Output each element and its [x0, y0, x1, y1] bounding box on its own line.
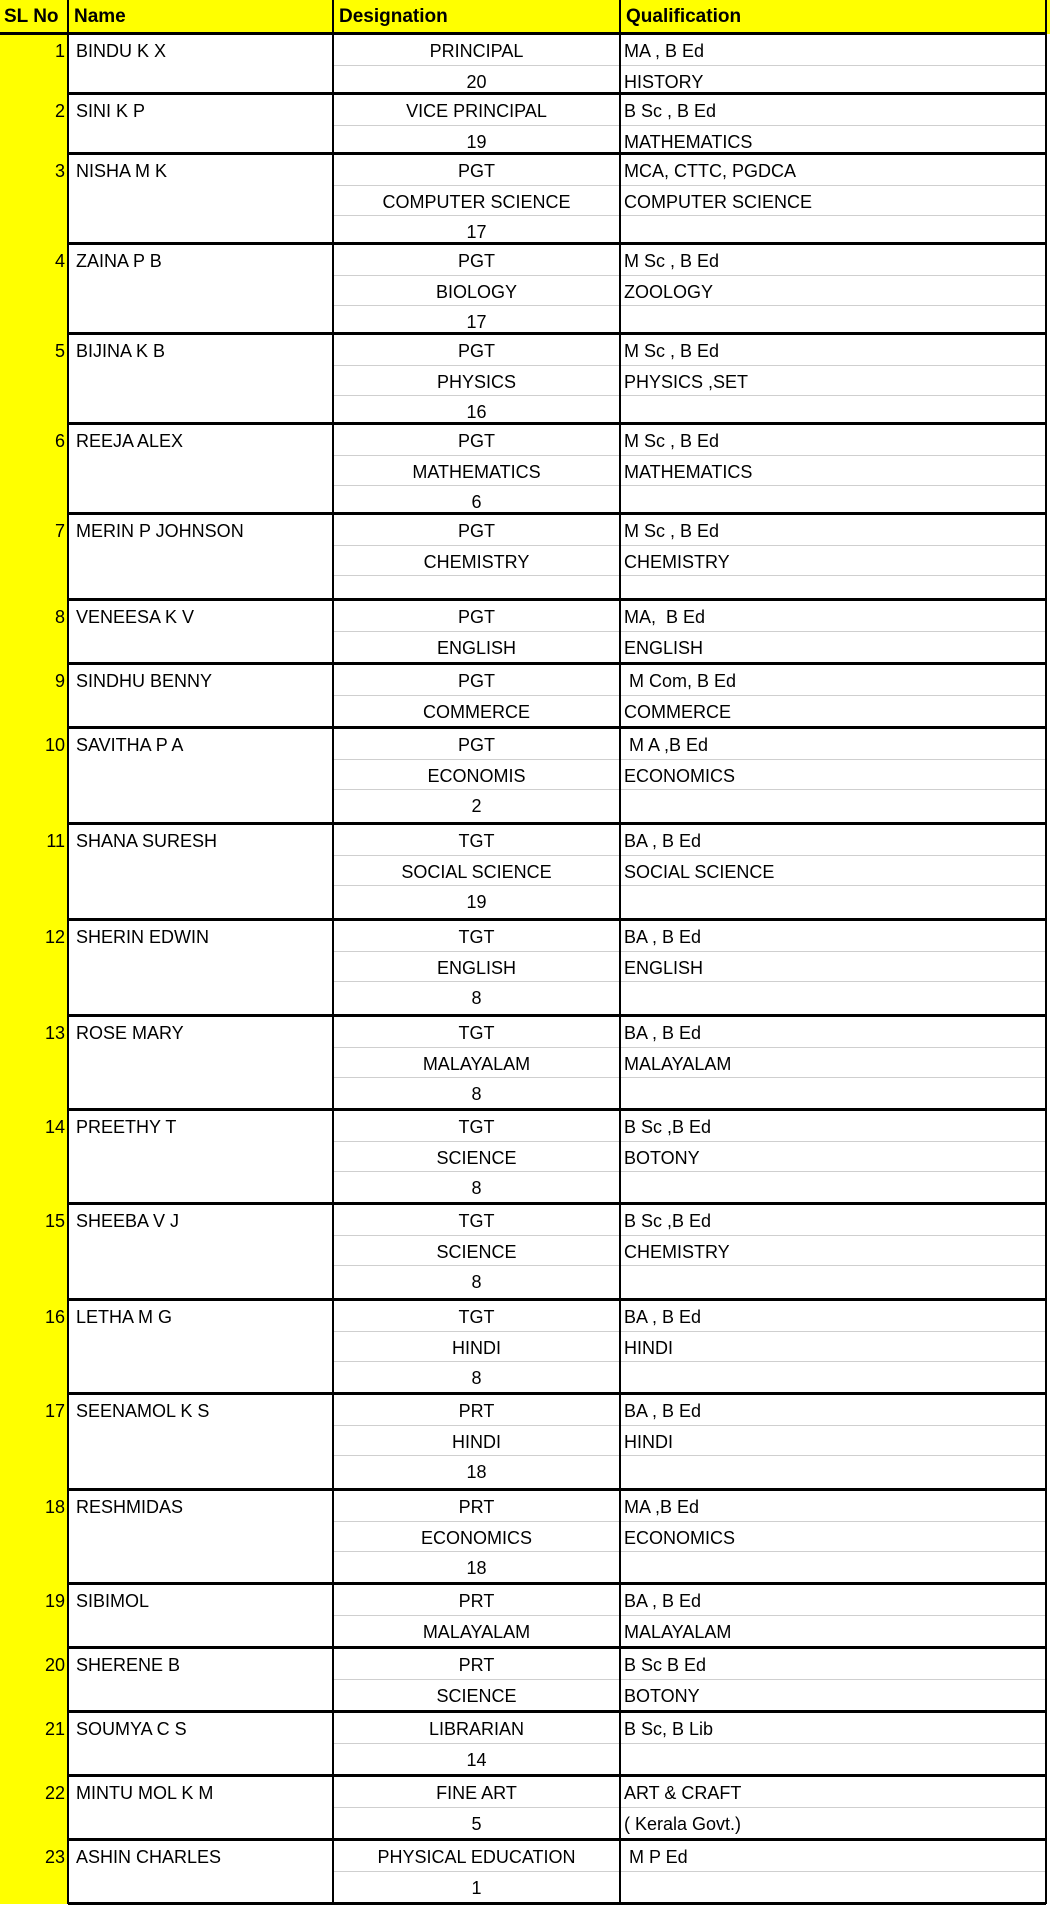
sl-number[interactable]: 23	[44, 1847, 65, 1867]
designation-line[interactable]: PHYSICAL EDUCATION	[377, 1847, 576, 1867]
designation-line[interactable]: TGT	[458, 831, 495, 851]
designation-line[interactable]: TGT	[458, 927, 495, 947]
row-border	[68, 152, 1046, 155]
inner-gridline	[333, 1871, 1046, 1872]
designation-line[interactable]: PGT	[457, 161, 495, 181]
designation-line[interactable]: FINE ART	[436, 1783, 517, 1803]
designation-line[interactable]: VICE PRINCIPAL	[406, 101, 547, 121]
designation-line[interactable]: SCIENCE	[436, 1147, 517, 1168]
designation-line[interactable]: MALAYALAM	[422, 1053, 531, 1074]
designation-line[interactable]: 20	[466, 71, 487, 92]
designation-line[interactable]: 16	[466, 402, 487, 422]
designation-line[interactable]: SOCIAL SCIENCE	[401, 861, 552, 882]
designation-line[interactable]: PRT	[458, 1401, 495, 1421]
inner-gridline	[333, 215, 1046, 216]
inner-gridline	[333, 1425, 1046, 1426]
staff-name[interactable]: SIBIMOL	[76, 1591, 150, 1611]
qualification-line[interactable]: ECONOMICS	[624, 765, 736, 786]
designation-line[interactable]: 8	[471, 1368, 482, 1388]
qualification-line[interactable]: BA , B Ed	[624, 1023, 702, 1043]
row-border	[68, 1582, 1046, 1585]
inner-gridline	[333, 275, 1046, 276]
sl-number[interactable]: 1	[54, 41, 65, 61]
qualification-line[interactable]: B Sc ,B Ed	[624, 1211, 712, 1231]
column-divider	[1045, 0, 1047, 1904]
sl-number[interactable]: 14	[44, 1117, 65, 1137]
staff-name[interactable]: RESHMIDAS	[76, 1497, 184, 1517]
qualification-line[interactable]: ( Kerala Govt.)	[624, 1813, 742, 1834]
designation-line[interactable]: PGT	[457, 735, 495, 755]
sl-number[interactable]: 7	[54, 521, 65, 541]
sl-number[interactable]: 8	[54, 607, 65, 627]
designation-line[interactable]: ECONOMICS	[420, 1527, 532, 1548]
inner-gridline	[333, 185, 1046, 186]
designation-line[interactable]: TGT	[458, 1211, 495, 1231]
sl-number[interactable]: 2	[54, 101, 65, 121]
staff-name[interactable]: SINI K P	[76, 101, 146, 121]
qualification-line[interactable]: M Sc , B Ed	[624, 521, 720, 541]
qualification-line[interactable]: HINDI	[624, 1337, 673, 1358]
qualification-line[interactable]: B Sc ,B Ed	[624, 1117, 712, 1137]
qualification-line[interactable]: MALAYALAM	[624, 1053, 732, 1074]
qualification-line[interactable]: BA , B Ed	[624, 831, 702, 851]
inner-gridline	[333, 1265, 1046, 1266]
qualification-line[interactable]: ART & CRAFT	[624, 1783, 742, 1803]
staff-name[interactable]: PREETHY T	[76, 1117, 177, 1137]
designation-line[interactable]: PGT	[457, 431, 495, 451]
staff-name[interactable]: SAVITHA P A	[76, 735, 184, 755]
qualification-line[interactable]: B Sc, B Lib	[624, 1719, 714, 1739]
header-designation[interactable]: Designation	[333, 0, 620, 34]
sl-number[interactable]: 16	[44, 1307, 65, 1327]
header-qualification[interactable]: Qualification	[620, 0, 1050, 34]
inner-gridline	[333, 981, 1046, 982]
qualification-line[interactable]: HISTORY	[624, 71, 704, 92]
designation-line[interactable]: PHYSICS	[436, 371, 517, 392]
inner-gridline	[333, 1047, 1046, 1048]
inner-gridline	[333, 65, 1046, 66]
row-border	[68, 332, 1046, 335]
designation-line[interactable]: HINDI	[452, 1431, 501, 1452]
qualification-line[interactable]: BOTONY	[624, 1685, 700, 1706]
sl-number[interactable]: 6	[54, 431, 65, 451]
sl-number[interactable]: 3	[54, 161, 65, 181]
staff-name[interactable]: SHANA SURESH	[76, 831, 218, 851]
row-border	[68, 242, 1046, 245]
qualification-line[interactable]: M A ,B Ed	[624, 735, 709, 755]
qualification-line[interactable]: COMPUTER SCIENCE	[624, 191, 813, 212]
designation-line[interactable]: PGT	[457, 521, 495, 541]
inner-gridline	[333, 1679, 1046, 1680]
inner-gridline	[333, 365, 1046, 366]
inner-gridline	[333, 1807, 1046, 1808]
sl-number[interactable]: 15	[44, 1211, 65, 1231]
staff-name[interactable]: ASHIN CHARLES	[76, 1847, 222, 1867]
sl-number[interactable]: 21	[44, 1719, 65, 1739]
sl-number[interactable]: 20	[44, 1655, 65, 1675]
qualification-line[interactable]: ENGLISH	[624, 637, 704, 658]
qualification-line[interactable]: B Sc , B Ed	[624, 101, 717, 121]
qualification-line[interactable]: B Sc B Ed	[624, 1655, 707, 1675]
designation-line[interactable]: 19	[466, 131, 487, 152]
designation-line[interactable]: 1	[471, 1877, 482, 1898]
row-border	[68, 1710, 1046, 1713]
designation-line[interactable]: PGT	[457, 671, 495, 691]
qualification-line[interactable]: M Sc , B Ed	[624, 251, 720, 271]
designation-line[interactable]: 8	[471, 988, 482, 1008]
inner-gridline	[333, 485, 1046, 486]
inner-gridline	[333, 1551, 1046, 1552]
designation-line[interactable]: HINDI	[452, 1337, 501, 1358]
designation-line[interactable]: ECONOMIS	[427, 765, 526, 786]
staff-name[interactable]: MERIN P JOHNSON	[76, 521, 244, 541]
sl-number[interactable]: 10	[44, 735, 65, 755]
staff-name[interactable]: SHERENE B	[76, 1655, 181, 1675]
designation-line[interactable]: 18	[466, 1462, 487, 1482]
inner-gridline	[333, 759, 1046, 760]
staff-name[interactable]: SINDHU BENNY	[76, 671, 213, 691]
sl-number[interactable]: 19	[44, 1591, 65, 1611]
inner-gridline	[333, 1455, 1046, 1456]
staff-name[interactable]: MINTU MOL K M	[76, 1783, 214, 1803]
inner-gridline	[333, 1331, 1046, 1332]
inner-gridline	[333, 1521, 1046, 1522]
inner-gridline	[333, 1077, 1046, 1078]
qualification-line[interactable]: SOCIAL SCIENCE	[624, 861, 775, 882]
designation-line[interactable]: 6	[471, 492, 482, 512]
sl-number[interactable]: 5	[54, 341, 65, 361]
row-border	[68, 662, 1046, 665]
staff-name[interactable]: SOUMYA C S	[76, 1719, 187, 1739]
qualification-line[interactable]: BOTONY	[624, 1147, 700, 1168]
designation-line[interactable]: COMPUTER SCIENCE	[382, 191, 571, 212]
designation-line[interactable]: PRT	[458, 1591, 495, 1611]
row-border	[68, 1202, 1046, 1205]
qualification-line[interactable]: COMMERCE	[624, 701, 731, 722]
inner-gridline	[333, 575, 1046, 576]
qualification-line[interactable]: ZOOLOGY	[624, 281, 714, 302]
designation-line[interactable]: 5	[471, 1813, 482, 1834]
designation-line[interactable]: ENGLISH	[436, 957, 517, 978]
designation-line[interactable]: SCIENCE	[436, 1241, 517, 1262]
designation-line[interactable]: 17	[466, 312, 487, 332]
staff-name[interactable]: SHERIN EDWIN	[76, 927, 210, 947]
designation-line[interactable]: PGT	[457, 251, 495, 271]
inner-gridline	[333, 1141, 1046, 1142]
header-name[interactable]: Name	[68, 0, 333, 34]
designation-line[interactable]: MALAYALAM	[422, 1621, 531, 1642]
sl-number[interactable]: 9	[54, 671, 65, 691]
inner-gridline	[333, 305, 1046, 306]
designation-line[interactable]: PRT	[458, 1497, 495, 1517]
designation-line[interactable]: TGT	[458, 1023, 495, 1043]
staff-name[interactable]: ZAINA P B	[76, 251, 162, 271]
inner-gridline	[333, 1615, 1046, 1616]
qualification-line[interactable]: M Sc , B Ed	[624, 341, 720, 361]
row-border	[68, 1298, 1046, 1301]
inner-gridline	[333, 1743, 1046, 1744]
qualification-line[interactable]: MA, B Ed	[624, 607, 706, 627]
designation-line[interactable]: PRINCIPAL	[429, 41, 524, 61]
inner-gridline	[333, 545, 1046, 546]
qualification-line[interactable]: ENGLISH	[624, 957, 704, 978]
row-border	[68, 1392, 1046, 1395]
staff-name[interactable]: SEENAMOL K S	[76, 1401, 210, 1421]
row-border	[68, 1488, 1046, 1491]
inner-gridline	[333, 1361, 1046, 1362]
staff-name[interactable]: REEJA ALEX	[76, 431, 184, 451]
designation-line[interactable]: SCIENCE	[436, 1685, 517, 1706]
inner-gridline	[333, 885, 1046, 886]
qualification-line[interactable]: BA , B Ed	[624, 1401, 702, 1421]
sl-number[interactable]: 4	[54, 251, 65, 271]
row-border	[68, 512, 1046, 515]
staff-name[interactable]: SHEEBA V J	[76, 1211, 180, 1231]
qualification-line[interactable]: PHYSICS ,SET	[624, 371, 749, 392]
inner-gridline	[333, 789, 1046, 790]
row-border	[68, 822, 1046, 825]
designation-line[interactable]: PGT	[457, 607, 495, 627]
qualification-line[interactable]: MA ,B Ed	[624, 1497, 700, 1517]
sl-number[interactable]: 18	[44, 1497, 65, 1517]
designation-line[interactable]: 19	[466, 892, 487, 912]
qualification-line[interactable]: M Sc , B Ed	[624, 431, 720, 451]
inner-gridline	[333, 125, 1046, 126]
qualification-line[interactable]: M P Ed	[624, 1847, 688, 1867]
qualification-line[interactable]: BA , B Ed	[624, 927, 702, 947]
row-border	[68, 1014, 1046, 1017]
inner-gridline	[333, 1235, 1046, 1236]
qualification-line[interactable]: CHEMISTRY	[624, 551, 730, 572]
designation-line[interactable]: 8	[471, 1178, 482, 1198]
sl-number[interactable]: 12	[44, 927, 65, 947]
designation-line[interactable]: ENGLISH	[436, 637, 517, 658]
row-border	[68, 1646, 1046, 1649]
inner-gridline	[333, 855, 1046, 856]
column-divider	[67, 0, 69, 1904]
row-border	[68, 918, 1046, 921]
row-border	[68, 422, 1046, 425]
qualification-line[interactable]: ECONOMICS	[624, 1527, 736, 1548]
designation-line[interactable]: LIBRARIAN	[428, 1719, 525, 1739]
header-border	[0, 32, 1046, 35]
designation-line[interactable]: 2	[471, 796, 482, 816]
qualification-line[interactable]: MATHEMATICS	[624, 461, 753, 482]
row-border	[68, 1108, 1046, 1111]
row-border	[68, 1774, 1046, 1777]
qualification-line[interactable]: MCA, CTTC, PGDCA	[624, 161, 797, 181]
sl-number[interactable]: 13	[44, 1023, 65, 1043]
staff-name[interactable]: ROSE MARY	[76, 1023, 184, 1043]
sl-number[interactable]: 17	[44, 1401, 65, 1421]
staff-name[interactable]: BINDU K X	[76, 41, 167, 61]
qualification-line[interactable]: BA , B Ed	[624, 1591, 702, 1611]
staff-name[interactable]: NISHA M K	[76, 161, 168, 181]
sl-number[interactable]: 22	[44, 1783, 65, 1803]
designation-line[interactable]: MATHEMATICS	[412, 461, 541, 482]
inner-gridline	[333, 455, 1046, 456]
column-divider	[619, 0, 621, 1904]
inner-gridline	[333, 1171, 1046, 1172]
designation-line[interactable]: 14	[466, 1749, 487, 1770]
designation-line[interactable]: 17	[466, 222, 487, 242]
qualification-line[interactable]: CHEMISTRY	[624, 1241, 730, 1262]
designation-line[interactable]: CHEMISTRY	[423, 551, 530, 572]
inner-gridline	[333, 395, 1046, 396]
qualification-line[interactable]: MALAYALAM	[624, 1621, 732, 1642]
qualification-line[interactable]: MA , B Ed	[624, 41, 705, 61]
staff-name[interactable]: VENEESA K V	[76, 607, 195, 627]
row-border	[68, 726, 1046, 729]
column-divider	[332, 0, 334, 1904]
designation-line[interactable]: 8	[471, 1084, 482, 1104]
inner-gridline	[333, 631, 1046, 632]
qualification-line[interactable]: BA , B Ed	[624, 1307, 702, 1327]
designation-line[interactable]: BIOLOGY	[435, 281, 518, 302]
designation-line[interactable]: TGT	[458, 1117, 495, 1137]
sl-number[interactable]: 11	[46, 831, 65, 851]
staff-name[interactable]: BIJINA K B	[76, 341, 166, 361]
designation-line[interactable]: TGT	[458, 1307, 495, 1327]
row-border	[68, 598, 1046, 601]
row-border	[68, 1838, 1046, 1841]
designation-line[interactable]: 8	[471, 1272, 482, 1292]
designation-line[interactable]: 18	[466, 1558, 487, 1578]
qualification-line[interactable]: MATHEMATICS	[624, 131, 753, 152]
row-border	[68, 92, 1046, 95]
qualification-line[interactable]: M Com, B Ed	[624, 671, 737, 691]
qualification-line[interactable]: HINDI	[624, 1431, 673, 1452]
designation-line[interactable]: PGT	[457, 341, 495, 361]
staff-name[interactable]: LETHA M G	[76, 1307, 173, 1327]
header-sl-no[interactable]: SL No	[0, 0, 68, 34]
inner-gridline	[333, 695, 1046, 696]
inner-gridline	[333, 951, 1046, 952]
designation-line[interactable]: PRT	[458, 1655, 495, 1675]
designation-line[interactable]: COMMERCE	[423, 701, 530, 722]
